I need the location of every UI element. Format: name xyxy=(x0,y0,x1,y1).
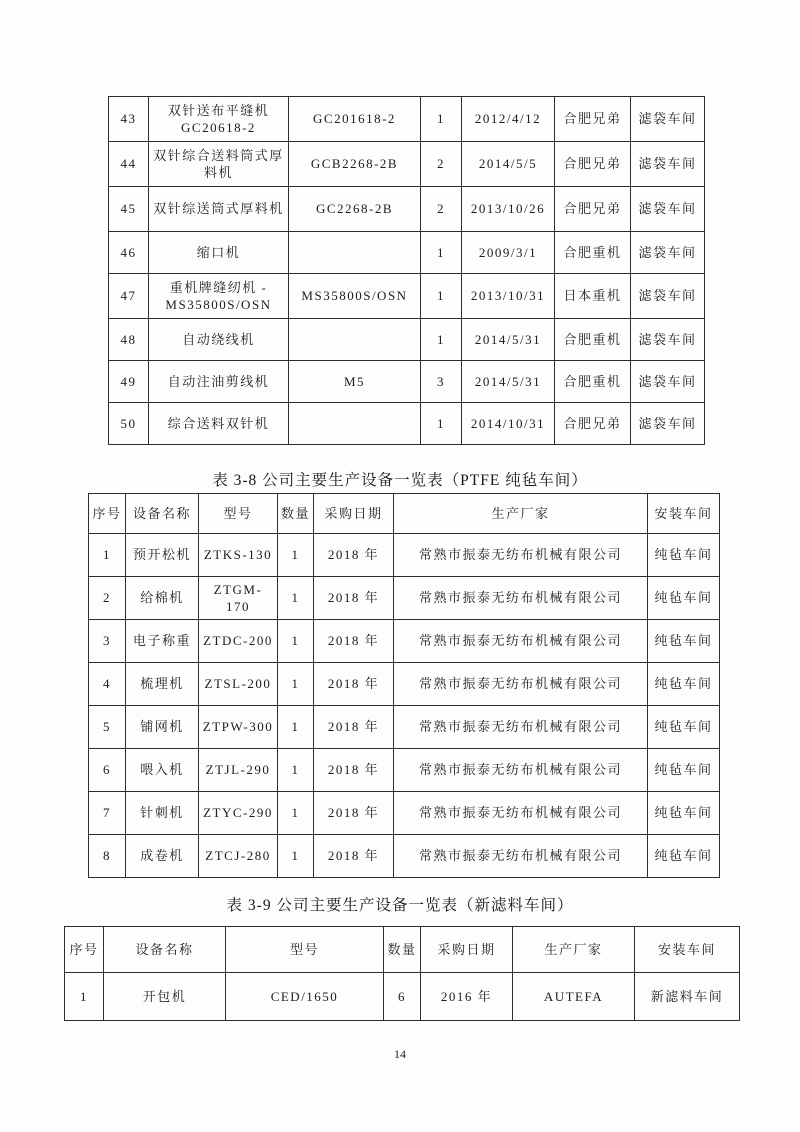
table-3-8-title: 表 3-8 公司主要生产设备一览表（PTFE 纯毡车间） xyxy=(212,472,588,489)
table-row xyxy=(109,319,705,361)
table-row xyxy=(109,232,705,274)
table-row xyxy=(109,142,705,187)
table-cell: GC2268-2B xyxy=(289,187,421,232)
table-cell: 5 xyxy=(89,706,126,749)
table-cell: AUTEFA xyxy=(513,973,635,1021)
table-cell: 铺网机 xyxy=(126,706,199,749)
column-header: 数量 xyxy=(278,494,314,534)
table-cell: 给棉机 xyxy=(126,577,199,620)
table-row xyxy=(89,577,720,620)
column-header: 序号 xyxy=(89,494,126,534)
table-cell: 重机牌缝纫机 -MS35800S/OSN xyxy=(149,274,289,319)
table-cell: 合肥重机 xyxy=(555,361,631,403)
table-cell: 47 xyxy=(109,274,149,319)
table-cell: 2014/10/31 xyxy=(462,403,555,445)
table-cell: 2018 年 xyxy=(314,534,394,577)
table-cell: 缩口机 xyxy=(149,232,289,274)
table-cell: ZTCJ-280 xyxy=(199,835,278,878)
table-cell: 7 xyxy=(89,792,126,835)
column-header: 生产厂家 xyxy=(513,927,635,973)
table-cell: 喂入机 xyxy=(126,749,199,792)
table-cell: 日本重机 xyxy=(555,274,631,319)
table-cell: 4 xyxy=(89,663,126,706)
table-row xyxy=(109,274,705,319)
table-cell: 3 xyxy=(89,620,126,663)
table-row xyxy=(65,973,740,1021)
table-cell: 1 xyxy=(278,534,314,577)
table-cell: 滤袋车间 xyxy=(631,403,705,445)
table-cell: 自动注油剪线机 xyxy=(149,361,289,403)
table-row xyxy=(109,361,705,403)
table-cell: 新滤料车间 xyxy=(635,973,740,1021)
equipment-table-new-filter-body xyxy=(65,973,740,1021)
table-cell: 电子称重 xyxy=(126,620,199,663)
table-cell: MS35800S/OSN xyxy=(289,274,421,319)
table-cell: 46 xyxy=(109,232,149,274)
table-cell: 2014/5/31 xyxy=(462,319,555,361)
table-cell: 1 xyxy=(65,973,104,1021)
table-cell: 2 xyxy=(89,577,126,620)
table-cell: 纯毡车间 xyxy=(648,577,720,620)
equipment-table-continuation xyxy=(108,96,705,445)
column-header: 型号 xyxy=(199,494,278,534)
column-header: 型号 xyxy=(226,927,384,973)
table-cell: 3 xyxy=(421,361,462,403)
table-cell: 常熟市振泰无纺布机械有限公司 xyxy=(394,577,648,620)
table-cell: 纯毡车间 xyxy=(648,749,720,792)
table-cell: 2018 年 xyxy=(314,792,394,835)
table-cell: 开包机 xyxy=(104,973,226,1021)
table-row xyxy=(109,403,705,445)
table-cell: 1 xyxy=(278,792,314,835)
table-cell: 预开松机 xyxy=(126,534,199,577)
table-cell: 滤袋车间 xyxy=(631,232,705,274)
equipment-table-ptfe-head xyxy=(89,494,720,534)
table-cell: 1 xyxy=(278,620,314,663)
column-header: 安装车间 xyxy=(635,927,740,973)
table-cell: 2018 年 xyxy=(314,663,394,706)
table-row xyxy=(89,663,720,706)
table-cell: M5 xyxy=(289,361,421,403)
table-cell: 2018 年 xyxy=(314,835,394,878)
table-cell: 48 xyxy=(109,319,149,361)
table-cell: ZTYC-290 xyxy=(199,792,278,835)
column-header: 设备名称 xyxy=(104,927,226,973)
table-cell: 2009/3/1 xyxy=(462,232,555,274)
column-header: 设备名称 xyxy=(126,494,199,534)
table-cell: 2016 年 xyxy=(421,973,513,1021)
table-cell: GC201618-2 xyxy=(289,97,421,142)
table-cell: 梳理机 xyxy=(126,663,199,706)
table-cell: 1 xyxy=(421,319,462,361)
table-row xyxy=(89,749,720,792)
table-cell: 自动绕线机 xyxy=(149,319,289,361)
table-cell: 常熟市振泰无纺布机械有限公司 xyxy=(394,534,648,577)
table-cell: 滤袋车间 xyxy=(631,319,705,361)
table-cell: 1 xyxy=(278,663,314,706)
table-cell: 双针综合送料筒式厚料机 xyxy=(149,142,289,187)
table-cell: ZTGM-170 xyxy=(199,577,278,620)
table-cell: 常熟市振泰无纺布机械有限公司 xyxy=(394,749,648,792)
table-cell: 常熟市振泰无纺布机械有限公司 xyxy=(394,835,648,878)
equipment-table-new-filter-workshop xyxy=(64,926,740,1021)
table-cell: 6 xyxy=(384,973,421,1021)
table-cell: 滤袋车间 xyxy=(631,97,705,142)
table-cell: GCB2268-2B xyxy=(289,142,421,187)
table-cell: 常熟市振泰无纺布机械有限公司 xyxy=(394,663,648,706)
page-number: 14 xyxy=(394,1047,406,1061)
table-cell: 纯毡车间 xyxy=(648,835,720,878)
column-header: 生产厂家 xyxy=(394,494,648,534)
table-cell: 1 xyxy=(278,577,314,620)
table-cell: 2 xyxy=(421,187,462,232)
table-cell: 合肥重机 xyxy=(555,319,631,361)
table-cell: 2018 年 xyxy=(314,749,394,792)
table-cell: 纯毡车间 xyxy=(648,620,720,663)
table-cell xyxy=(289,403,421,445)
table-cell: 1 xyxy=(421,403,462,445)
table-cell: 合肥兄弟 xyxy=(555,97,631,142)
table-row xyxy=(109,187,705,232)
header-row xyxy=(89,494,720,534)
table-cell: 合肥兄弟 xyxy=(555,403,631,445)
table-cell: 合肥兄弟 xyxy=(555,142,631,187)
equipment-table-ptfe-workshop xyxy=(88,493,720,878)
table-row xyxy=(89,534,720,577)
equipment-table-new-filter-head xyxy=(65,927,740,973)
table-cell: ZTJL-290 xyxy=(199,749,278,792)
table-cell: 2014/5/5 xyxy=(462,142,555,187)
equipment-table-continuation-body xyxy=(109,97,705,445)
table-cell: 1 xyxy=(89,534,126,577)
header-row xyxy=(65,927,740,973)
column-header: 安装车间 xyxy=(648,494,720,534)
table-cell: 滤袋车间 xyxy=(631,142,705,187)
column-header: 数量 xyxy=(384,927,421,973)
table-cell: 双针送布平缝机 GC20618-2 xyxy=(149,97,289,142)
table-cell: 双针综送筒式厚料机 xyxy=(149,187,289,232)
table-cell: 1 xyxy=(421,274,462,319)
table-cell: 1 xyxy=(421,97,462,142)
table-cell: 2018 年 xyxy=(314,706,394,749)
table-cell: 纯毡车间 xyxy=(648,534,720,577)
table-cell: 2013/10/31 xyxy=(462,274,555,319)
table-cell: 综合送料双针机 xyxy=(149,403,289,445)
table-cell: 49 xyxy=(109,361,149,403)
table-cell: 纯毡车间 xyxy=(648,792,720,835)
table-cell: 合肥兄弟 xyxy=(555,187,631,232)
column-header: 采购日期 xyxy=(314,494,394,534)
table-row xyxy=(89,706,720,749)
table-cell: 成卷机 xyxy=(126,835,199,878)
table-cell: 常熟市振泰无纺布机械有限公司 xyxy=(394,792,648,835)
table-cell: ZTSL-200 xyxy=(199,663,278,706)
table-cell: 1 xyxy=(278,749,314,792)
column-header: 序号 xyxy=(65,927,104,973)
table-cell: 2012/4/12 xyxy=(462,97,555,142)
table-cell: 滤袋车间 xyxy=(631,274,705,319)
table-cell: 合肥重机 xyxy=(555,232,631,274)
table-cell: 2018 年 xyxy=(314,577,394,620)
table-row xyxy=(89,835,720,878)
table-cell: ZTDC-200 xyxy=(199,620,278,663)
table-cell: 2018 年 xyxy=(314,620,394,663)
table-cell: 1 xyxy=(278,706,314,749)
table-cell: 2014/5/31 xyxy=(462,361,555,403)
table-cell: ZTKS-130 xyxy=(199,534,278,577)
table-cell: 43 xyxy=(109,97,149,142)
equipment-table-ptfe-body xyxy=(89,534,720,878)
table-row xyxy=(109,97,705,142)
table-cell: 纯毡车间 xyxy=(648,663,720,706)
table-cell: 44 xyxy=(109,142,149,187)
table-cell: 1 xyxy=(278,835,314,878)
table-cell: 纯毡车间 xyxy=(648,706,720,749)
table-cell: 45 xyxy=(109,187,149,232)
table-cell xyxy=(289,319,421,361)
table-cell: 1 xyxy=(421,232,462,274)
column-header: 采购日期 xyxy=(421,927,513,973)
table-cell: 2013/10/26 xyxy=(462,187,555,232)
table-cell xyxy=(289,232,421,274)
table-cell: 常熟市振泰无纺布机械有限公司 xyxy=(394,620,648,663)
table-cell: 滤袋车间 xyxy=(631,361,705,403)
table-cell: 针刺机 xyxy=(126,792,199,835)
table-cell: 8 xyxy=(89,835,126,878)
table-cell: 常熟市振泰无纺布机械有限公司 xyxy=(394,706,648,749)
table-cell: 50 xyxy=(109,403,149,445)
table-cell: ZTPW-300 xyxy=(199,706,278,749)
table-3-9-title: 表 3-9 公司主要生产设备一览表（新滤料车间） xyxy=(226,897,574,914)
table-row xyxy=(89,792,720,835)
table-cell: 滤袋车间 xyxy=(631,187,705,232)
table-cell: 2 xyxy=(421,142,462,187)
table-cell: 6 xyxy=(89,749,126,792)
table-cell: CED/1650 xyxy=(226,973,384,1021)
table-row xyxy=(89,620,720,663)
